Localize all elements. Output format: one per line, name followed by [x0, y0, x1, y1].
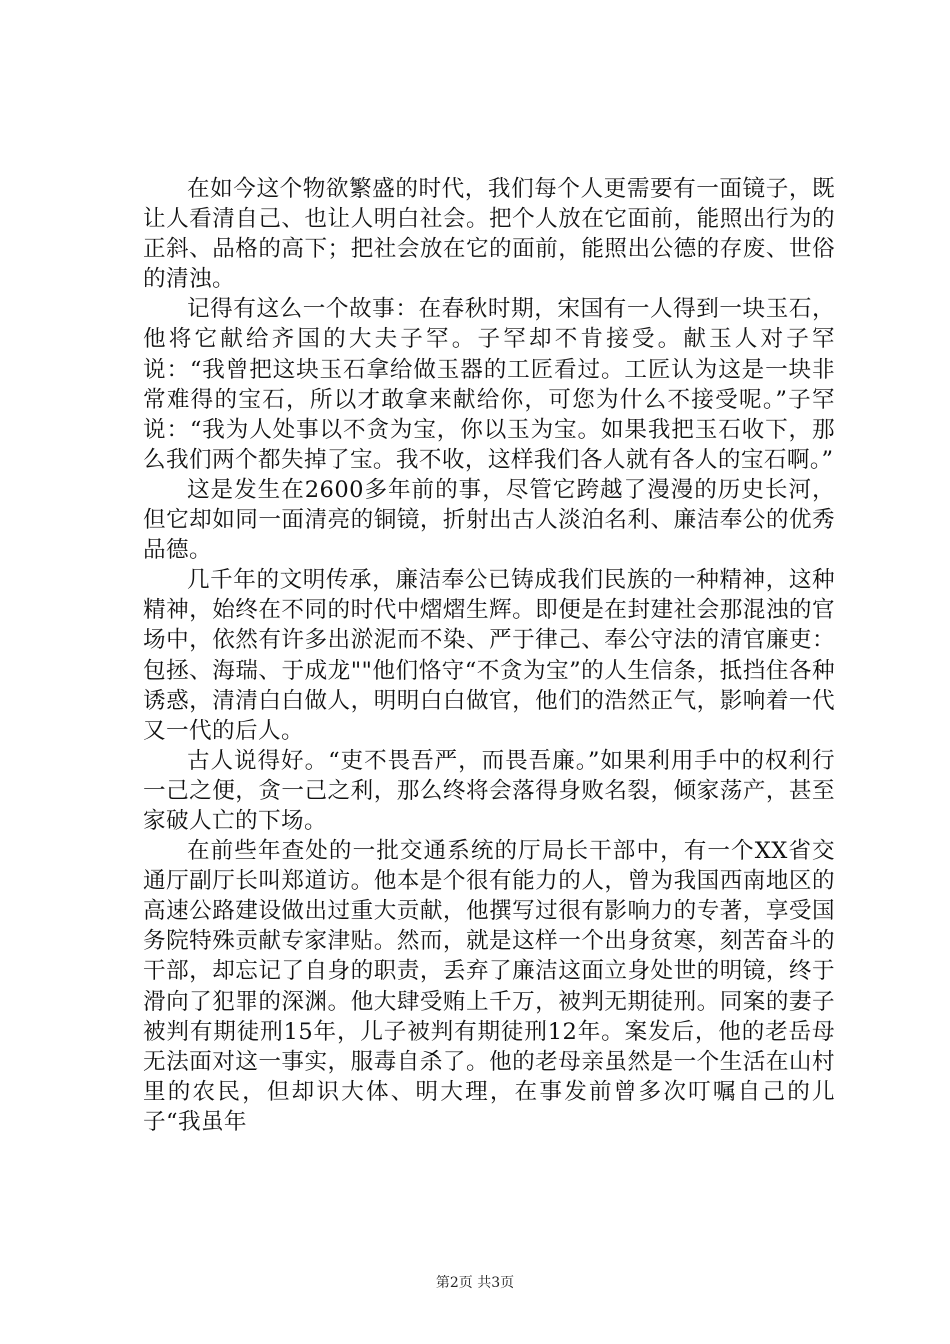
- paragraph-zihan-story: 记得有这么一个故事：在春秋时期，宋国有一人得到一块玉石，他将它献给齐国的大夫子罕。子罕却不肯接受。献玉人对子罕说：“我曾把这块玉石拿给做玉器的工匠看过。工匠认为这是一块非常难得的宝石，所以才敢拿来献给你，可您为什么不接受呢。”子罕说：“我为人处事以不贪为宝，你以玉为宝。如果我把玉石收下，那么我们两个都失掉了宝。我不收，这样我们各人就有各人的宝石啊。”: [143, 296, 835, 473]
- paragraph-history-reflection: 这是发生在2600多年前的事，尽管它跨越了漫漫的历史长河，但它却如同一面清亮的铜镜，折射出古人淡泊名利、廉洁奉公的优秀品德。: [143, 476, 835, 564]
- paragraph-case-study: 在前些年查处的一批交通系统的厅局长干部中，有一个XX省交通厅副厅长叫郑道访。他本是个很有能力的人，曾为我国西南地区的高速公路建设做出过重大贡献，他撰写过很有影响力的专著，享受国务院特殊贡献专家津贴。然而，就是这样一个出身贫寒，刻苦奋斗的干部，却忘记了自身的职责，丢弃了廉洁这面立身处世的明镜，终于滑向了犯罪的深渊。他大肆受贿上千万，被判无期徒刑。同案的妻子被判有期徒刑15年，儿子被判有期徒刑12年。案发后，他的老岳母无法面对这一事实，服毒自杀了。他的老母亲虽然是一个生活在山村里的农民，但却识大体、明大理，在事发前曾多次叮嘱自己的儿子“我虽年: [143, 838, 835, 1135]
- page-number-footer: 第2页 共3页: [435, 1275, 515, 1291]
- document-body: [143, 174, 835, 1137]
- paragraph-mirror-intro: 在如今这个物欲繁盛的时代，我们每个人更需要有一面镜子，既让人看清自己、也让人明白社会。把个人放在它面前，能照出行为的正斜、品格的高下；把社会放在它的面前，能照出公德的存废、世俗的清浊。: [143, 176, 835, 293]
- paragraph-clean-officials: 几千年的文明传承，廉洁奉公已铸成我们民族的一种精神，这种精神，始终在不同的时代中熠熠生辉。即便是在封建社会那混浊的官场中，依然有许多出淤泥而不染、严于律己、奉公守法的清官廉吏：包拯、海瑞、于成龙""他们恪守“不贪为宝”的人生信条，抵挡住各种诱惑，清清白白做人，明明白白做官，他们的浩然正气，影响着一代又一代的后人。: [143, 567, 835, 744]
- paragraph-ancient-saying: 古人说得好。“吏不畏吾严，而畏吾廉。”如果利用手中的权利行一己之便，贪一己之利，那么终将会落得身败名裂，倾家荡产，甚至家破人亡的下场。: [143, 747, 835, 834]
